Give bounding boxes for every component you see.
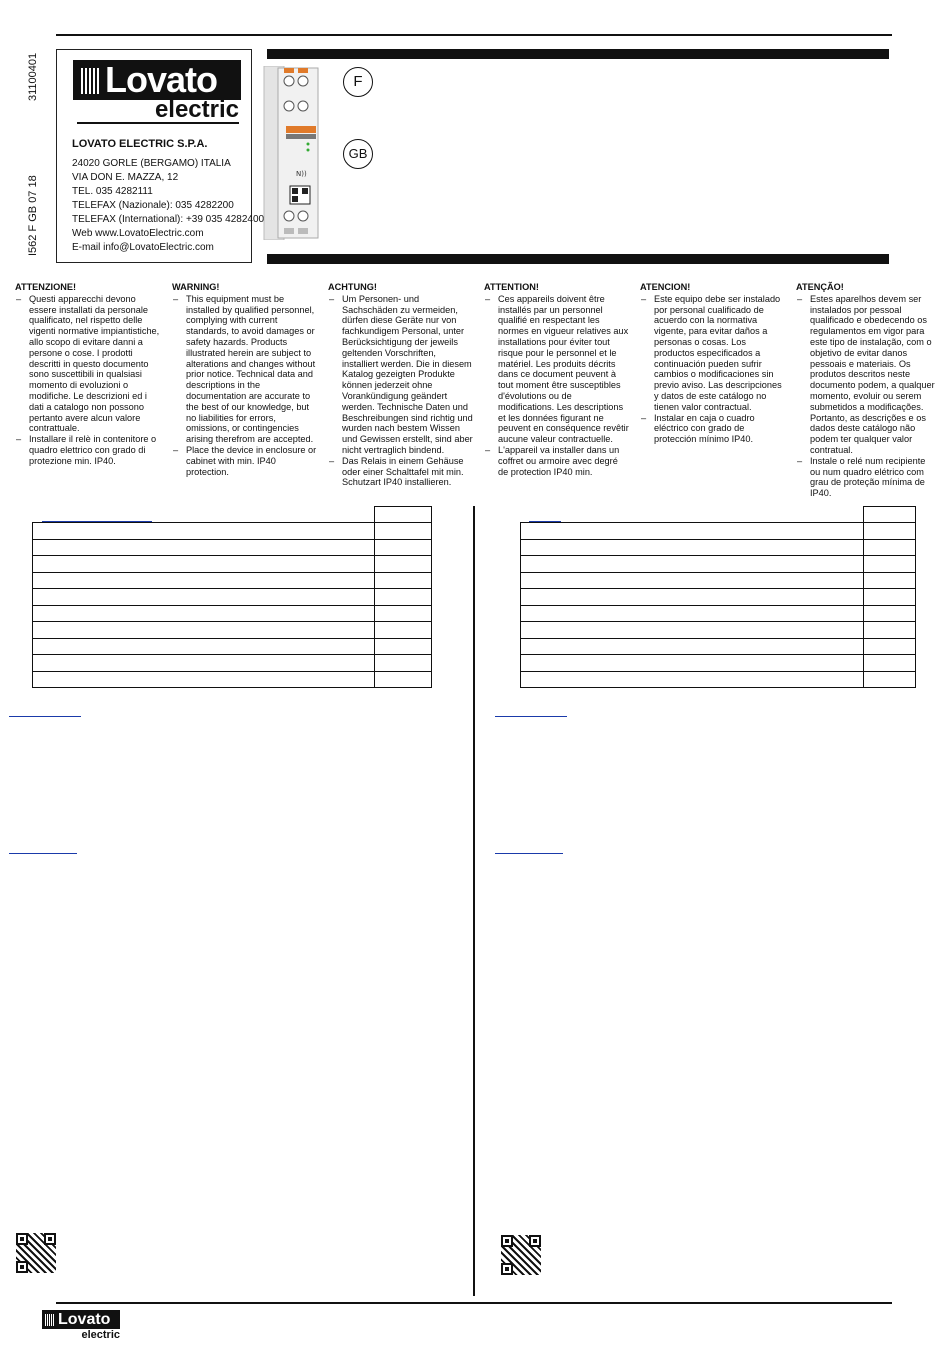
section-link-gb-1[interactable]: [495, 716, 567, 717]
lovato-logo: [73, 60, 241, 100]
warning-item: – Place the device in enclosure or cabinet with min. IP40 protection.: [172, 445, 318, 477]
company-box: [56, 49, 265, 263]
toc-row: [521, 606, 916, 623]
top-rule: [56, 34, 892, 36]
toc-page-header-fr: [374, 506, 432, 523]
warning-col-it: [15, 282, 161, 467]
logo-sub: electric: [77, 98, 239, 124]
toc-row: [33, 540, 432, 557]
language-badge-gb: GB: [343, 139, 373, 169]
toc-row: [521, 589, 916, 606]
svg-text:N)): N)): [296, 170, 307, 178]
toc-table-fr: [32, 522, 432, 688]
toc-row: [33, 622, 432, 639]
qr-code-icon[interactable]: [501, 1235, 541, 1275]
toc-row: [33, 523, 432, 540]
warning-item: – Instale o relé num recipiente ou num quadro elétrico com grau de proteção mínima de IP40.: [796, 456, 938, 499]
qr-code-icon[interactable]: [16, 1233, 56, 1273]
footer-logo: [42, 1310, 120, 1340]
footer-logo-brand: Lovato: [58, 1311, 111, 1328]
toc-row: [521, 639, 916, 656]
column-divider: [473, 506, 475, 1296]
toc-row: [521, 556, 916, 573]
toc-row: [33, 655, 432, 672]
company-name: LOVATO ELECTRIC S.P.A.: [72, 138, 208, 150]
toc-row: [33, 589, 432, 606]
warning-item: – Estes aparelhos devem ser instalados por pessoal qualificado e obedecendo os regulamentos em vigor para este tipo de instalação, com o objetivo de evitar danos pessoais e materiais. Os produtos descritos neste documento podem, a qualquer momento, evoluir ou serem submetidos a modificações. Portanto, as descrições e os dados deste catálogo não podem ter qualquer valor contratual.: [796, 294, 938, 456]
toc-row: [521, 672, 916, 689]
warning-title: ATENCION!: [640, 282, 691, 292]
company-line: E-mail info@LovatoElectric.com: [72, 242, 214, 253]
header-bar-bottom: [267, 254, 889, 264]
doc-code-top: 31100401: [27, 52, 39, 101]
company-line: VIA DON E. MAZZA, 12: [72, 172, 179, 183]
company-line: TELEFAX (Nazionale): 035 4282200: [72, 200, 234, 211]
language-badge-fr: F: [343, 67, 373, 97]
section-link-fr-1[interactable]: [9, 716, 81, 717]
company-line: TEL. 035 4282111: [72, 186, 153, 197]
warning-col-fr: [484, 282, 630, 477]
warning-item: – L'appareil va installer dans un coffret ou armoire avec degré de protection IP40 min.: [484, 445, 630, 477]
warning-item: – This equipment must be installed by qualified personnel, complying with current standards, to avoid damages or safety hazards. Products illustrated herein are subject to alterations and changes without prior notice. Technical data and descriptions in the documentation are accurate to the best of our knowledge, but no liabilities for errors, omissions, or contingencies arising therefrom are accepted.: [172, 294, 318, 445]
toc-row: [521, 573, 916, 590]
warning-title: ATTENZIONE!: [15, 282, 77, 292]
warning-item: – Das Relais in einem Gehäuse oder einer Schalttafel mit min. Schutzart IP40 installieren.: [328, 456, 474, 488]
toc-table-gb: [520, 522, 916, 688]
warning-col-es: [640, 282, 786, 445]
toc-row: [521, 622, 916, 639]
toc-row: [521, 655, 916, 672]
toc-row: [521, 540, 916, 557]
warning-col-en: [172, 282, 318, 477]
warning-title: ATTENTION!: [484, 282, 539, 292]
logo-stripes-icon: [81, 68, 101, 94]
warning-col-pt: [796, 282, 938, 499]
toc-page-header-gb: [863, 506, 916, 523]
warning-item: – Um Personen- und Sachschäden zu vermeiden, dürfen diese Geräte nur von fachkundigem Personal, unter Berücksichtigung der jeweils geltenden Vorschriften, installiert werden. Die in diesem Katalog gezeigten Produkte können jederzeit ohne Vorankündigung geändert werden. Technische Daten und Beschreibungen sind richtig und wurden nach bestem Wissen und Gewissen erstellt, sind aber nicht vertraglich bindend.: [328, 294, 474, 456]
warning-title: ACHTUNG!: [328, 282, 377, 292]
toc-row: [33, 556, 432, 573]
footer-logo-sub: electric: [81, 1329, 120, 1341]
warning-item: – Ces appareils doivent être installés par un personnel qualifié en respectant les normes en vigueur relatives aux installations pour éviter tout risque pour le personnel et le matériel. Les produits décrits dans ce document peuvent à tout moment être susceptibles d'évolutions ou de modifications. Les descriptions et les données figurant ne peuvent en conséquence revêtir aucune valeur contractuelle.: [484, 294, 630, 445]
toc-row: [33, 573, 432, 590]
warning-item: – Questi apparecchi devono essere installati da personale qualificato, nel rispetto delle vigenti normative impiantistiche, allo scopo di evitare danni a persone o cose. I prodotti descritti in questo documento sono suscettibili in qualsiasi momento di evoluzioni o modifiche. Le descrizioni ed i dati a catalogo non possono pertanto avere alcun valore contrattuale.: [15, 294, 161, 434]
section-link-fr-2[interactable]: [9, 853, 77, 854]
company-line: TELEFAX (International): +39 035 4282400: [72, 214, 265, 225]
bottom-rule: [56, 1302, 892, 1304]
warning-item: – Instalar en caja o cuadro eléctrico con grado de protección mínimo IP40.: [640, 413, 786, 445]
toc-row: [33, 672, 432, 689]
warning-col-de: [328, 282, 474, 488]
toc-row: [33, 606, 432, 623]
footer-logo-stripes-icon: [45, 1314, 55, 1326]
warning-title: WARNING!: [172, 282, 220, 292]
header-bar-top: [267, 49, 889, 59]
warning-title: ATENÇÃO!: [796, 282, 844, 292]
logo-brand: Lovato: [105, 59, 218, 100]
warning-item: – Este equipo debe ser instalado por personal cualificado de acuerdo con la normativa vigente, para evitar daños a personas o cosas. Los productos especificados a continuación pueden sufrir cambios o modificaciones sin previo aviso. Las descripciones y datos de este catálogo no tienen valor contractual.: [640, 294, 786, 413]
warning-item: – Installare il relè in contenitore o quadro elettrico con grado di protezione min. IP40.: [15, 434, 161, 466]
section-link-gb-2[interactable]: [495, 853, 563, 854]
company-line: 24020 GORLE (BERGAMO) ITALIA: [72, 158, 231, 169]
relay-device-image: [262, 66, 320, 240]
toc-row: [33, 639, 432, 656]
company-line: Web www.LovatoElectric.com: [72, 228, 204, 239]
toc-row: [521, 523, 916, 540]
doc-code-bottom: I562 F GB 07 18: [27, 175, 39, 256]
